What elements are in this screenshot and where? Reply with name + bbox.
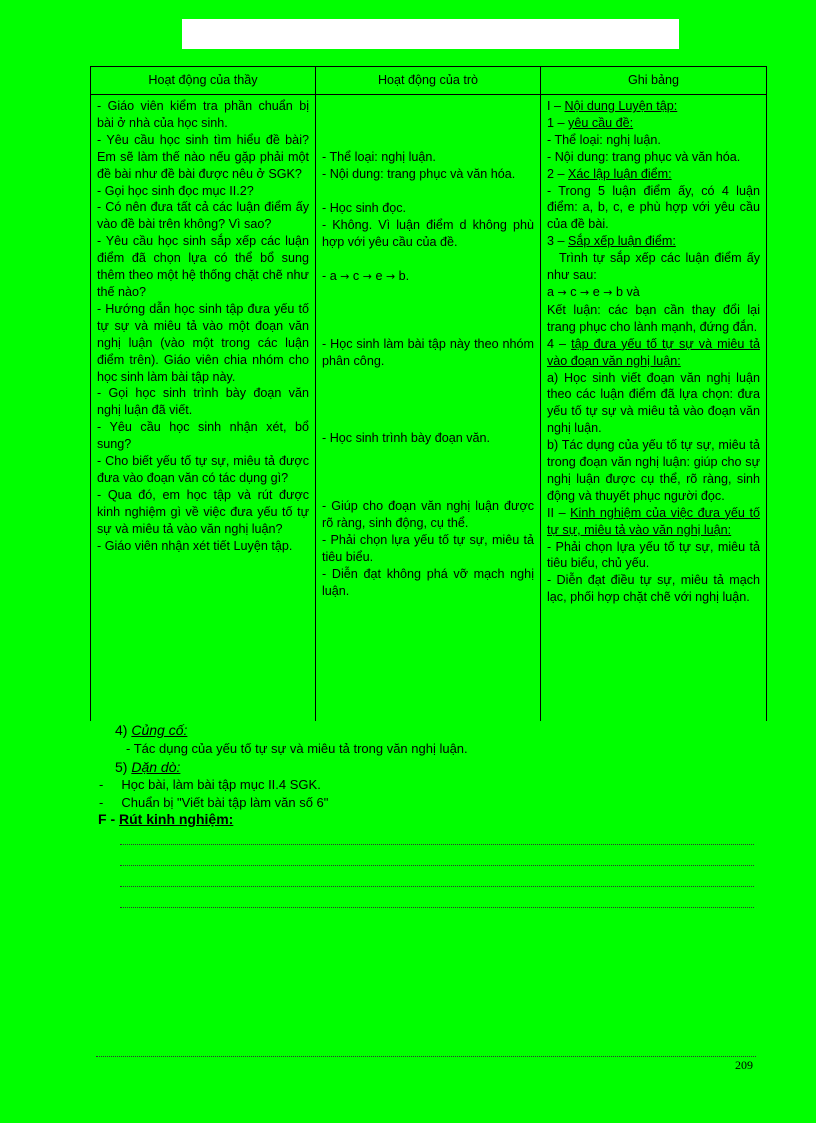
teacher-item: - Gọi học sinh trình bày đoạn văn nghị luận đã viết. [97, 386, 309, 418]
teacher-item: - Có nên đưa tất cả các luận điểm ấy vào đề bài trên không? Vì sao? [97, 200, 309, 232]
title-box [182, 19, 679, 49]
arrow-icon: → [340, 269, 350, 283]
teacher-item: - Qua đó, em học tập và rút được kinh nghiệm gì về việc đưa yếu tố tự sự và miêu tả vào văn nghị luận? [97, 487, 309, 536]
arrow-icon: → [557, 285, 567, 299]
teacher-item: - Giáo viên kiểm tra phần chuẩn bị bài ở nhà của học sinh. [97, 99, 309, 130]
header-board: Ghi bảng [541, 67, 767, 95]
board-heading: 1 – yêu cầu đề: [547, 115, 634, 130]
board-item: - Nội dung: trang phục và văn hóa. [547, 149, 741, 164]
dotted-line [120, 907, 754, 908]
board-heading: II – Kinh nghiệm của việc đưa yếu tố tự sự, miêu tả vào văn nghị luận: [547, 505, 761, 537]
student-item: - Nội dung: trang phục và văn hóa. [322, 166, 516, 181]
arrow-icon: → [362, 269, 372, 283]
student-item: - Học sinh làm bài tập này theo nhóm phân công. [322, 337, 534, 369]
student-item: - Giúp cho đoạn văn nghị luận được rõ ràng, sinh động, cụ thể. [322, 499, 534, 531]
arrow-icon: → [385, 269, 396, 283]
teacher-item: - Hướng dẫn học sinh tập đưa yếu tố tự sự và miêu tả vào một đoạn văn nghị luận (vào một trong các luận điểm trên). Giáo viên chia nhóm cho học sinh làm bài tập này. [97, 301, 309, 384]
teacher-item: - Yêu cầu học sinh tìm hiểu đề bài? Em sẽ làm thế nào nếu gặp phải một đề bài như đề bài được nêu ở SGK? [97, 132, 309, 181]
page-number: 209 [735, 1058, 753, 1072]
teacher-column [91, 95, 316, 722]
teacher-item: - Gọi học sinh đọc mục II.2? [97, 183, 254, 198]
board-heading: 2 – Xác lập luận điểm: [547, 166, 672, 181]
board-item: - Thể loại: nghị luận. [547, 132, 661, 147]
student-item: - Học sinh trình bày đoạn văn. [322, 431, 491, 446]
board-item: b) Tác dụng của yếu tố tự sự, miêu tả trong đoạn văn nghị luận: giúp cho sự nghị luận được cụ thể, rõ ràng, sinh động và thuyết phục người đọc. [547, 438, 760, 503]
arrow-icon: → [603, 285, 613, 299]
student-item: - Không. Vì luận điểm d không phù hợp với yêu cầu của đề. [322, 217, 534, 249]
table-header-row [91, 67, 767, 95]
board-item: a) Học sinh viết đoạn văn nghị luận theo các luận điểm đã lựa chọn: đưa yếu tố tự sự và miêu tả vào đoạn văn nghị luận. [547, 370, 760, 436]
dotted-line [120, 865, 754, 866]
student-item: - Học sinh đọc. [322, 200, 406, 215]
board-column [541, 95, 767, 722]
header-student: Hoạt động của trò [316, 67, 541, 95]
board-heading: 3 – Sắp xếp luận điểm: [547, 234, 676, 249]
board-heading: I – Nội dung Luyện tập: [547, 99, 678, 113]
student-column [316, 95, 541, 722]
homework-item: - Học bài, làm bài tập mục II.4 SGK. [99, 777, 321, 792]
teacher-item: - Yêu cầu học sinh sắp xếp các luận điểm đã chọn lựa có thể bổ sung thêm theo một hệ thống chặt chẽ như thế nào? [97, 234, 309, 299]
arrow-icon: → [580, 285, 590, 299]
dotted-line [120, 886, 754, 887]
table-row [91, 95, 767, 722]
board-heading: 4 – tập đưa yếu tố tự sự và miêu tả vào đoạn văn nghị luận: [547, 336, 760, 368]
teacher-item: - Giáo viên nhận xét tiết Luyện tập. [97, 538, 293, 553]
dotted-line [120, 844, 754, 845]
lesson-table [90, 66, 767, 721]
board-item: - Trong 5 luận điểm ấy, có 4 luận điểm: a, b, c, e phù hợp với yêu cầu của đề bài. [547, 183, 760, 232]
board-item: - Phải chọn lựa yếu tố tự sự, miêu tả tiêu biểu, chủ yếu. [547, 539, 760, 571]
board-item: Kết luận: các bạn cần thay đổi lại trang phục cho lành mạnh, đứng đắn. [547, 302, 760, 334]
board-order: a → c → e → b và [547, 284, 640, 299]
student-item: - Thể loại: nghị luận. [322, 150, 436, 164]
header-teacher: Hoạt động của thầy [91, 67, 316, 95]
student-item: - Diễn đạt không phá vỡ mạch nghị luận. [322, 566, 534, 598]
footer-divider [96, 1056, 756, 1057]
board-item: - Diễn đạt điều tự sự, miêu tả mạch lạc, phối hợp chặt chẽ với nghị luận. [547, 573, 760, 605]
homework-heading: 5) Dặn dò: [115, 759, 181, 775]
consolidate-item: - Tác dụng của yếu tố tự sự và miêu tả trong văn nghị luận. [126, 741, 468, 756]
teacher-item: - Cho biết yếu tố tự sự, miêu tả được đưa vào đoạn văn có tác dụng gì? [97, 454, 309, 485]
student-item: - Phải chọn lựa yếu tố tự sự, miêu tả tiêu biểu. [322, 532, 534, 564]
reflection-heading: F - Rút kinh nghiệm: [98, 811, 234, 827]
student-item-order: - a → c → e → b. [322, 268, 410, 283]
teacher-item: - Yêu cầu học sinh nhận xét, bổ sung? [97, 420, 309, 452]
homework-item: - Chuẩn bị "Viết bài tập làm văn số 6" [99, 795, 329, 810]
board-item: Trình tự sắp xếp các luận điểm ấy như sau: [547, 251, 760, 283]
consolidate-heading: 4) Củng cố: [115, 722, 188, 738]
